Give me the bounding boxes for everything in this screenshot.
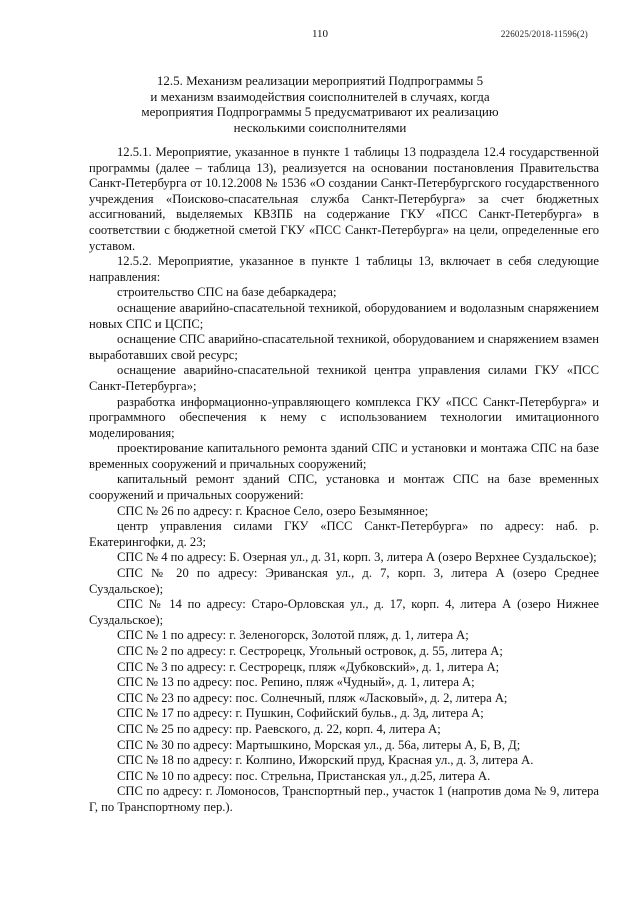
list-item: СПС № 3 по адресу: г. Сестрорецк, пляж «Дубковский», д. 1, литера А; (117, 659, 500, 674)
list-item: СПС № 17 по адресу: г. Пушкин, Софийский бульв., д. 3д, литера А; (117, 706, 484, 721)
list-item: СПС № 18 по адресу: г. Колпино, Ижорский пруд, Красная ул., д. 3, литера А. (117, 753, 534, 768)
list-item: СПС № 23 по адресу: пос. Солнечный, пляж «Ласковый», д. 2, литера А; (117, 690, 508, 705)
list-item: СПС № 26 по адресу: г. Красное Село, озеро Безымянное; (117, 503, 429, 518)
list-item: капитальный ремонт зданий СПС, установка и монтаж СПС на базе временных сооружений и причальных сооружений: (89, 472, 599, 503)
list-item: СПС № 2 по адресу: г. Сестрорецк, Угольный островок, д. 55, литера А; (117, 644, 503, 658)
heading-line: несколькими соисполнителями (233, 119, 407, 135)
list-item: оснащение аварийно-спасательной техникой центра управления силами ГКУ «ПСС Санкт-Петербурга»; (89, 363, 599, 393)
list-item: проектирование капитального ремонта зданий СПС и установки и монтажа СПС на базе временных сооружений и причальных сооружений; (89, 441, 599, 471)
section-heading (110, 73, 530, 135)
document-code: 226025/2018-11596(2) (500, 29, 588, 39)
heading-line: и механизм взаимодействия соисполнителей в случаях, когда (150, 88, 490, 104)
list-item: СПС № 13 по адресу: пос. Репино, пляж «Чудный», д. 1, литера А; (117, 675, 475, 690)
list-item: СПС № 20 по адресу: Эриванская ул., д. 7, корп. 3, литера А (озеро Среднее Суздальское); (89, 566, 599, 596)
paragraph-12-5-2: 12.5.2. Мероприятие, указанное в пункте 1 таблицы 13, включает в себя следующие направления: (89, 254, 599, 284)
list-item: СПС № 4 по адресу: Б. Озерная ул., д. 31, корп. 3, литера А (озеро Верхнее Суздальское); (117, 550, 597, 565)
list-item: СПС по адресу: г. Ломоносов, Транспортный пер., участок 1 (напротив дома № 9, литера Г, по Транспортному пер.). (89, 784, 599, 814)
list-item: СПС № 10 по адресу: пос. Стрельна, Пристанская ул., д.25, литера А. (117, 768, 491, 783)
heading-line: мероприятия Подпрограммы 5 предусматривают их реализацию (141, 104, 499, 119)
document-body (89, 145, 599, 816)
list-item: разработка информационно-управляющего комплекса ГКУ «ПСС Санкт-Петербурга» и программного обеспечения к нему с использованием технологии имитационного моделирования; (89, 394, 599, 440)
list-item: СПС № 25 по адресу: пр. Раевского, д. 22, корп. 4, литера А; (117, 721, 441, 736)
list-item: СПС № 30 по адресу: Мартышкино, Морская ул., д. 56а, литеры А, Б, В, Д; (117, 737, 521, 752)
paragraph-12-5-1: 12.5.1. Мероприятие, указанное в пункте 1 таблицы 13 подраздела 12.4 государственной программы (далее – таблица 13), реализуется на основании постановления Правительства Санкт-Петербурга от 10.12.2008 № 1536 «О создании Санкт-Петербургского государственного учреждения «Поисково-спасательная служба Санкт-Петербурга» за счет бюджетных ассигнований, выделяемых КВЗПБ на содержание ГКУ «ПСС Санкт-Петербурга» в соответствии с бюджетной сметой ГКУ «ПСС Санкт-Петербурга» на цели, определенные его уставом. (89, 145, 599, 253)
list-item: строительство СПС на базе дебаркадера; (117, 285, 337, 300)
list-item: оснащение СПС аварийно-спасательной техникой, оборудованием и снаряжением взамен выработавших свой ресурс; (89, 332, 599, 362)
list-item: СПС № 14 по адресу: Старо-Орловская ул., д. 17, корп. 4, литера А (озеро Нижнее Суздальское); (89, 597, 599, 627)
heading-line: 12.5. Механизм реализации мероприятий Подпрограммы 5 (156, 73, 484, 88)
list-item: центр управления силами ГКУ «ПСС Санкт-Петербурга» по адресу: наб. р. Екатерингофки, д. 23; (89, 519, 599, 549)
list-item: СПС № 1 по адресу: г. Зеленогорск, Золотой пляж, д. 1, литера А; (117, 628, 469, 643)
list-item: оснащение аварийно-спасательной техникой, оборудованием и водолазным снаряжением новых СПС и ЦСПС; (89, 300, 599, 331)
page-number: 110 (311, 28, 329, 40)
